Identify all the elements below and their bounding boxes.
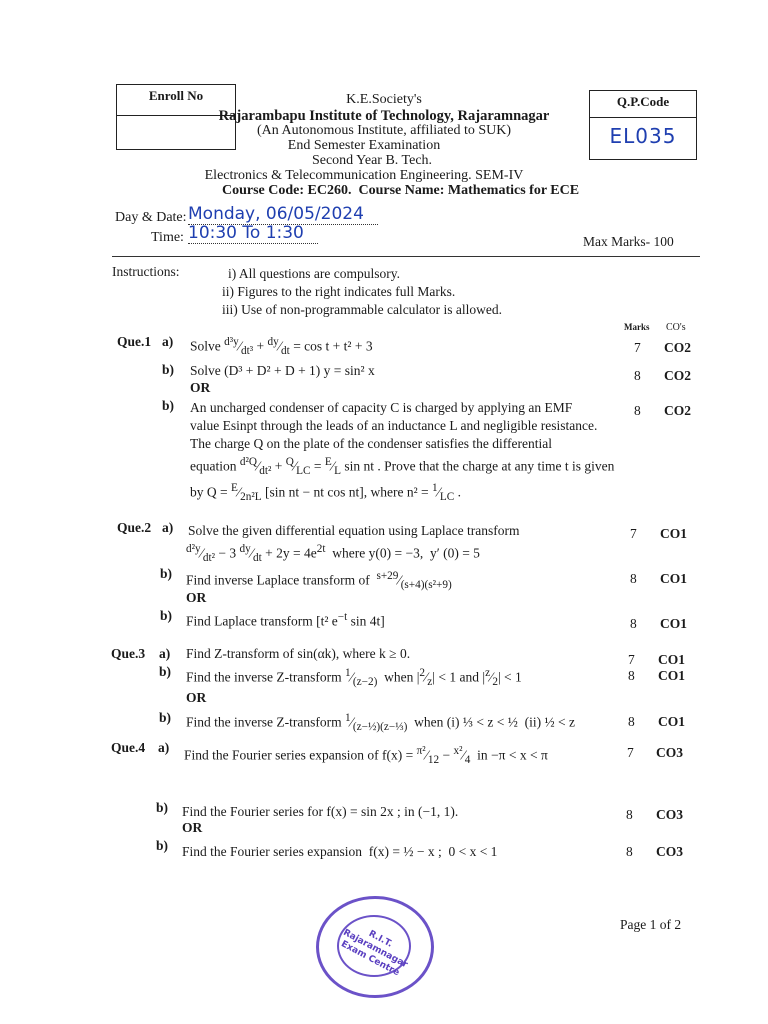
- q2b-label: Find inverse Laplace transform of: [186, 572, 370, 588]
- q1b2-result: by $Q = ^E⁄_{2n^2L}$ [sin nt − nt cos nt], where $n^2 = ^1⁄_{LC}$ .: [190, 482, 462, 504]
- course-outcome: CO1: [658, 714, 685, 729]
- society-name: K.E.Society's: [346, 92, 422, 107]
- course-outcome: CO3: [656, 745, 683, 760]
- q1b2-tail: sin nt . Prove that the charge at any time t is given: [344, 458, 615, 474]
- or-label: OR: [182, 820, 203, 835]
- marks: 7: [634, 340, 641, 355]
- or-label: OR: [186, 590, 207, 605]
- institute-name: Rajarambapu Institute of Technology, Rajaramnagar: [218, 108, 550, 124]
- q3b2-label: Find the inverse Z-transform: [186, 714, 342, 730]
- course-outcome: CO1: [658, 668, 685, 683]
- course-code-label: Course Code: EC260.: [222, 183, 352, 198]
- question-number: Que.1: [117, 334, 152, 349]
- instruction-item: i) All questions are compulsory.: [228, 266, 400, 281]
- question-number: Que.3: [111, 646, 146, 661]
- marks: 7: [628, 652, 635, 667]
- q2b2-label: Find Laplace transform: [186, 613, 313, 629]
- exam-centre-stamp: [316, 896, 434, 998]
- question-number: Que.2: [117, 520, 152, 535]
- q2b-text: Find inverse Laplace transform of $^{s+29}⁄_{(s+4)(s^2+9)}$: [186, 570, 452, 592]
- q1b-text: Solve (D³ + D² + D + 1) y = sin² x: [190, 363, 375, 378]
- header-divider: [112, 256, 700, 257]
- q2b2-text: Find Laplace transform [t² $e^{-t}$ sin 4t]: [186, 611, 385, 629]
- sub-label: a): [158, 740, 170, 755]
- q2a-equation: $^{d^2y}⁄_{dt^2} - 3$ $^{dy}⁄_{dt} + 2y = 4e^{2t}$ where y(0) = −3, y′ (0) = 5: [186, 543, 480, 565]
- q4b2-label: Find the Fourier series expansion: [182, 844, 362, 859]
- marks-col-header: Marks: [624, 322, 650, 332]
- stamp-text: R.I.T. Rajaramnagar Exam Centre: [339, 927, 410, 979]
- course-outcome: CO2: [664, 368, 691, 383]
- course-outcome: CO3: [656, 844, 683, 859]
- q3b2-text: Find the inverse Z-transform $^1⁄_{(z-\frac{1}{2})(z-\frac{1}{3})}$ when (i) ⅓ < z < ½ (ii) ½ < z: [186, 712, 575, 734]
- sub-label: b): [156, 800, 169, 815]
- q4a-text: Find the Fourier series expansion of $f(x) = ^{\pi^2}⁄_{12}$ − $^{x^2}⁄_4$ in −π < x < π: [184, 745, 548, 767]
- marks: 8: [628, 668, 635, 683]
- course-outcome: CO2: [664, 340, 691, 355]
- marks: 8: [634, 368, 641, 383]
- exam-name: End Semester Examination: [287, 138, 441, 153]
- marks: 8: [626, 844, 633, 859]
- or-label: OR: [190, 380, 211, 395]
- sub-label: b): [160, 608, 173, 623]
- sub-label: b): [162, 398, 175, 413]
- q2a-text: Solve the given differential equation using Laplace transform: [188, 523, 520, 538]
- q1b2-line: value Esinpt through the leads of an inductance L and negligible resistance.: [190, 418, 598, 433]
- enroll-no-label: Enroll No: [117, 85, 235, 116]
- q3b-text: Find the inverse Z-transform $^1⁄_{(z-2)}$ when $|^2⁄_z| < 1$ and $|^z⁄_2| < 1$: [186, 667, 522, 689]
- max-marks: Max Marks- 100: [583, 234, 674, 249]
- marks: 7: [630, 526, 637, 541]
- q4a-label: Find the Fourier series expansion of: [184, 747, 379, 763]
- sub-label: a): [162, 520, 174, 535]
- sub-label: b): [159, 710, 172, 725]
- sub-label: b): [156, 838, 169, 853]
- sub-label: b): [162, 362, 175, 377]
- course-name-label: Course Name: Mathematics for ECE: [358, 183, 580, 198]
- branch: Electronics & Telecommunication Engineering. SEM-IV: [204, 168, 524, 183]
- course-outcome: CO1: [660, 616, 687, 631]
- course-outcome: CO2: [664, 403, 691, 418]
- affiliation: (An Autonomous Institute, affiliated to SUK): [256, 123, 512, 138]
- cos-col-header: CO's: [666, 322, 686, 333]
- q1b2-line: An uncharged condenser of capacity C is charged by applying an EMF: [190, 400, 573, 415]
- q3a-label: Find Z-transform of: [186, 646, 294, 661]
- qp-code-label: Q.P.Code: [590, 91, 696, 118]
- course-outcome: CO1: [658, 652, 685, 667]
- course-outcome: CO1: [660, 526, 687, 541]
- or-label: OR: [186, 690, 207, 705]
- marks: 7: [627, 745, 634, 760]
- marks: 8: [630, 616, 637, 631]
- instructions-label: Instructions:: [112, 264, 180, 279]
- q3b-label: Find the inverse Z-transform: [186, 669, 342, 685]
- course-code: [222, 183, 579, 199]
- course-outcome: CO1: [660, 571, 687, 586]
- instruction-item: ii) Figures to the right indicates full Marks.: [222, 284, 456, 299]
- sub-label: b): [160, 566, 173, 581]
- time-label: Time:: [151, 230, 184, 245]
- q4b2-text: Find the Fourier series expansion f(x) = ½ − x ; 0 < x < 1: [182, 844, 498, 859]
- marks: 8: [626, 807, 633, 822]
- sub-label: a): [159, 646, 171, 661]
- q4b-label: Find the Fourier series for: [182, 804, 323, 819]
- course-outcome: CO3: [656, 807, 683, 822]
- q3a-text: Find Z-transform of sin(αk), where k ≥ 0.: [186, 646, 411, 661]
- qp-code-value: EL035: [609, 124, 677, 148]
- sub-label: b): [159, 664, 172, 679]
- q1a-text: Solve $^{d^3y}⁄_{dt^3}$ + $^{dy}⁄_{dt} = \cos t + t^2 + 3$: [190, 336, 373, 358]
- question-number: Que.4: [111, 740, 146, 755]
- marks: 8: [630, 571, 637, 586]
- instruction-item: iii) Use of non-programmable calculator is allowed.: [222, 302, 503, 317]
- sub-label: a): [162, 334, 174, 349]
- page-number: Page 1 of 2: [620, 917, 682, 932]
- q4b-text: Find the Fourier series for f(x) = sin 2x ; in (−1, 1).: [182, 804, 459, 819]
- q1b2-equation: equation $^{d^2Q}⁄_{dt^2}$ + $^Q⁄_{LC}$ = $^E⁄_L$ sin nt . Prove that the charge at any time t is given: [190, 456, 615, 478]
- time-value: 10:30 To 1:30: [188, 223, 318, 244]
- year: Second Year B. Tech.: [311, 153, 433, 168]
- day-date-value: Monday, 06/05/2024: [188, 204, 378, 225]
- q1b2-line: The charge Q on the plate of the condenser satisfies the differential: [190, 436, 552, 451]
- marks: 8: [628, 714, 635, 729]
- day-date-label: Day & Date:: [115, 210, 187, 225]
- marks: 8: [634, 403, 641, 418]
